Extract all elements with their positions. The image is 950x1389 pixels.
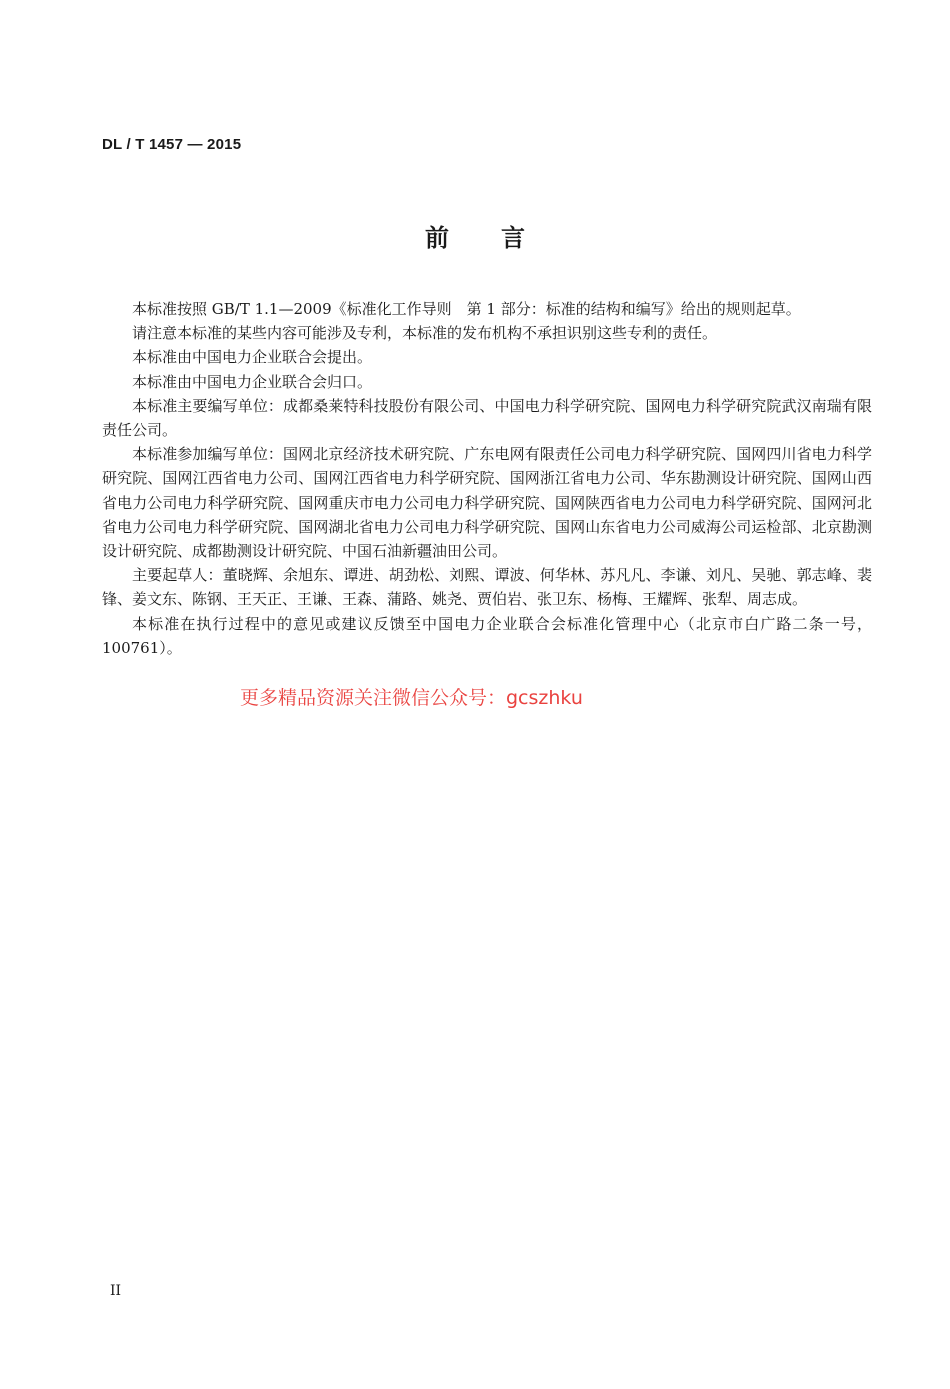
foreword-body <box>102 297 872 660</box>
watermark-overlay: 更多精品资源关注微信公众号：gcszhku <box>240 687 583 709</box>
page-title <box>0 218 950 253</box>
title-char-2: 言 <box>501 224 525 252</box>
title-char-1: 前 <box>425 224 449 252</box>
paragraph-proposed-by: 本标准由中国电力企业联合会提出。 <box>132 348 373 367</box>
paragraph-feedback: 本标准在执行过程中的意见或建议反馈至中国电力企业联合会标准化管理中心（北京市白广路二条一号，100761）。 <box>102 614 872 657</box>
standard-code: DL / T 1457 — 2015 <box>102 136 242 153</box>
paragraph-patent-notice: 请注意本标准的某些内容可能涉及专利，本标准的发布机构不承担识别这些专利的责任。 <box>132 324 718 343</box>
paragraph-drafting-rules: 本标准按照 GB/T 1.1—2009《标准化工作导则 第 1 部分：标准的结构和编写》给出的规则起草。 <box>132 300 801 318</box>
paragraph-drafters: 主要起草人：董晓辉、余旭东、谭进、胡劲松、刘熙、谭波、何华林、苏凡凡、李谦、刘凡、吴驰、郭志峰、裴锋、姜文东、陈钢、王天正、王谦、王森、蒲路、姚尧、贾伯岩、张卫东、杨梅、王耀辉、张犁、周志成。 <box>102 566 872 609</box>
page-number: II <box>110 1283 122 1299</box>
paragraph-main-drafters: 本标准主要编写单位：成都桑莱特科技股份有限公司、中国电力科学研究院、国网电力科学研究院武汉南瑞有限责任公司。 <box>102 396 872 440</box>
paragraph-participating-units: 本标准参加编写单位：国网北京经济技术研究院、广东电网有限责任公司电力科学研究院、国网四川省电力科学研究院、国网江西省电力公司、国网江西省电力科学研究院、国网浙江省电力公司、华东勘测设计研究院、国网山西省电力公司电力科学研究院、国网重庆市电力公司电力科学研究院、国网陕西省电力公司电力科学研究院、国网河北省电力公司电力科学研究院、国网湖北省电力公司电力科学研究院、国网山东省电力公司威海公司运检部、北京勘测设计研究院、成都勘测设计研究院、中国石油新疆油田公司。 <box>102 445 872 561</box>
paragraph-administered-by: 本标准由中国电力企业联合会归口。 <box>132 372 373 391</box>
